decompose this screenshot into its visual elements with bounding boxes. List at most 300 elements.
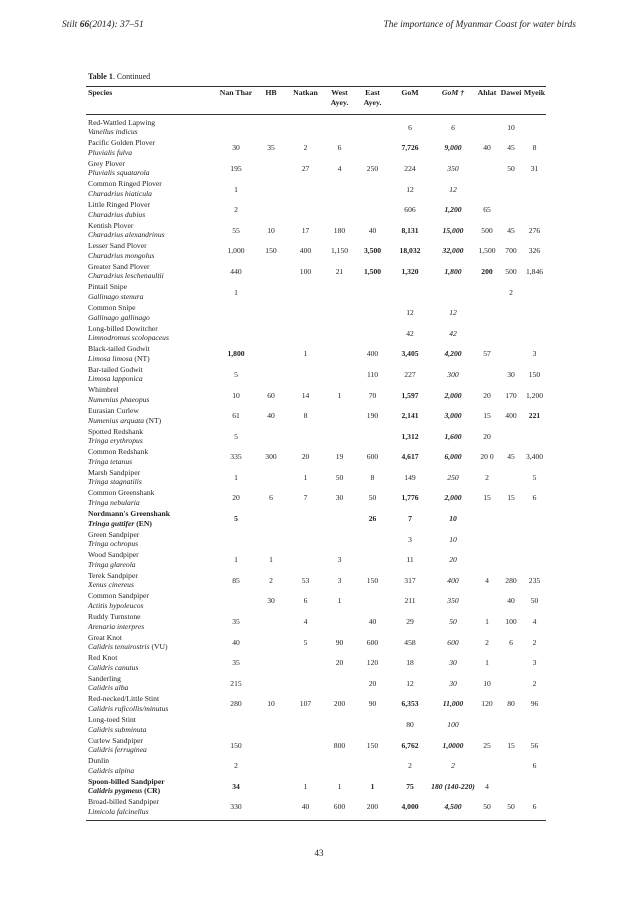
count-cell	[323, 199, 356, 220]
count-cell: 4,200	[444, 349, 462, 359]
count-cell: 6	[408, 122, 412, 132]
count-cell: 1,597	[401, 390, 419, 400]
count-cell: 150	[366, 575, 379, 585]
count-cell: 350	[447, 596, 459, 606]
count-cell	[288, 364, 323, 385]
count-cell	[323, 405, 356, 426]
count-cell: 10	[507, 122, 515, 132]
table-row	[86, 282, 546, 303]
count-cell	[288, 652, 323, 673]
conservation-status: (EN)	[134, 518, 152, 528]
count-cell: 500	[481, 225, 493, 235]
scientific-name	[88, 313, 218, 323]
count-cell: 250	[447, 472, 459, 482]
count-cell: 30	[267, 596, 275, 606]
species-cell	[86, 694, 218, 715]
count-cell	[254, 673, 288, 694]
table-row	[86, 632, 546, 653]
count-cell: 40	[507, 596, 515, 606]
count-cell: 280	[230, 699, 242, 709]
scientific-name-text: Limicola falcinellus	[88, 806, 149, 816]
count-cell: 4	[485, 575, 489, 585]
count-cell: 30	[449, 658, 457, 668]
count-cell: 5	[303, 637, 308, 647]
count-cell: 6	[532, 761, 537, 771]
count-cell	[254, 179, 288, 200]
table-row	[86, 549, 546, 570]
count-cell: 90	[335, 637, 344, 647]
count-cell: 10	[267, 699, 275, 709]
count-cell	[356, 302, 389, 323]
count-cell	[523, 179, 546, 200]
common-name: Red-Wattled Lapwing	[88, 117, 156, 127]
count-cell	[254, 117, 288, 138]
count-cell: 400	[505, 411, 517, 421]
journal-name: Stilt	[62, 20, 78, 30]
count-cell: 2,141	[401, 411, 419, 421]
count-cell: 8	[303, 411, 308, 421]
count-cell: 35	[232, 658, 240, 668]
table-row	[86, 220, 546, 241]
count-cell: 1,800	[227, 349, 245, 359]
species-cell	[86, 735, 218, 756]
count-cell: 300	[265, 452, 277, 462]
column-header: Species	[88, 88, 113, 97]
count-cell: 20	[368, 678, 377, 688]
count-cell	[254, 735, 288, 756]
count-cell	[499, 755, 523, 776]
count-cell	[523, 714, 546, 735]
count-cell	[475, 179, 499, 200]
count-cell: 190	[366, 411, 379, 421]
count-cell: 70	[368, 390, 377, 400]
count-cell: 40	[232, 637, 240, 647]
table-header-rule	[86, 114, 546, 115]
count-cell: 1	[337, 596, 342, 606]
count-cell: 60	[267, 390, 275, 400]
count-cell: 150	[230, 740, 242, 750]
count-cell: 40	[267, 411, 275, 421]
column-header: Nan Thar	[219, 88, 253, 97]
count-cell: 3	[337, 575, 342, 585]
count-cell: 100	[505, 617, 517, 627]
scientific-name	[88, 683, 218, 693]
table-row	[86, 364, 546, 385]
count-cell: 107	[299, 699, 312, 709]
count-cell	[254, 323, 288, 344]
count-cell: 1	[234, 287, 238, 297]
count-cell: 45	[507, 225, 515, 235]
table-row	[86, 714, 546, 735]
count-cell	[475, 714, 499, 735]
count-cell: 1	[337, 390, 342, 400]
common-name: Ruddy Turnstone	[88, 611, 141, 621]
count-cell	[323, 117, 356, 138]
count-cell: 5	[234, 369, 238, 379]
count-cell: 6	[509, 637, 513, 647]
scientific-name	[88, 354, 218, 364]
scientific-name-text: Vanellus indicus	[88, 127, 138, 137]
scientific-name	[88, 477, 218, 487]
common-name: Common Greenshank	[88, 488, 155, 498]
scientific-name	[88, 395, 218, 405]
count-cell: 5	[532, 472, 537, 482]
scientific-name	[88, 251, 218, 261]
count-cell	[356, 755, 389, 776]
count-cell	[288, 714, 323, 735]
count-cell: 3,405	[401, 349, 419, 359]
count-cell	[356, 529, 389, 550]
count-cell: 250	[366, 163, 379, 173]
table-row	[86, 611, 546, 632]
scientific-name-text: Calidris alpina	[88, 765, 135, 775]
count-cell	[288, 323, 323, 344]
count-cell	[288, 735, 323, 756]
count-cell	[356, 714, 389, 735]
count-cell: 330	[230, 802, 242, 812]
species-cell	[86, 220, 218, 241]
scientific-name-text: Calidris canutus	[88, 662, 139, 672]
count-cell: 3	[408, 534, 412, 544]
count-cell: 61	[232, 411, 240, 421]
count-cell: 400	[366, 349, 379, 359]
count-cell: 20	[449, 555, 457, 565]
species-cell	[86, 447, 218, 468]
scientific-name-text: Tringa glareola	[88, 559, 136, 569]
scientific-name-text: Arenaria interpres	[88, 621, 145, 631]
count-cell: 20	[301, 452, 310, 462]
scientific-name-text: Charadrius mongolus	[88, 250, 155, 260]
common-name: Sanderling	[88, 673, 121, 683]
count-cell: 2	[408, 761, 412, 771]
count-cell: 100	[299, 266, 312, 276]
count-cell	[475, 591, 499, 612]
count-cell: 29	[406, 617, 414, 627]
scientific-name-text: Tringa nebularia	[88, 497, 140, 507]
scientific-name-text: Calidris pygmeus	[88, 786, 143, 796]
count-cell	[499, 323, 523, 344]
count-cell	[218, 714, 254, 735]
count-cell	[254, 158, 288, 179]
count-cell	[254, 282, 288, 303]
count-cell: 227	[404, 369, 416, 379]
common-name: Pintail Snipe	[88, 282, 128, 292]
count-cell	[323, 755, 356, 776]
count-cell	[218, 529, 254, 550]
count-cell	[218, 302, 254, 323]
count-cell: 1,312	[401, 431, 419, 441]
common-name: Dunlin	[88, 756, 110, 766]
species-cell	[86, 138, 218, 159]
count-cell	[288, 549, 323, 570]
count-cell: 17	[301, 225, 310, 235]
scientific-name	[88, 704, 218, 714]
species-cell	[86, 549, 218, 570]
count-cell: 55	[232, 225, 240, 235]
count-cell: 30	[232, 143, 240, 153]
scientific-name-text: Gallinago gallinago	[88, 312, 150, 322]
count-cell	[323, 426, 356, 447]
count-cell	[389, 282, 431, 303]
count-cell: 1	[370, 781, 375, 791]
species-cell	[86, 199, 218, 220]
count-cell: 53	[301, 575, 310, 585]
column-header: GoM †	[441, 88, 465, 97]
count-cell: 326	[528, 246, 541, 256]
count-cell: 150	[265, 246, 277, 256]
count-cell	[323, 323, 356, 344]
table-row	[86, 529, 546, 550]
species-cell	[86, 673, 218, 694]
count-cell: 12	[406, 678, 414, 688]
count-cell: 6,353	[401, 699, 419, 709]
scientific-name-text: Calidris subminuta	[88, 724, 147, 734]
common-name: Greater Sand Plover	[88, 261, 150, 271]
count-cell: 235	[528, 575, 541, 585]
count-cell: 2,000	[444, 390, 462, 400]
count-cell: 2	[269, 575, 273, 585]
count-cell: 96	[530, 699, 539, 709]
count-cell	[356, 199, 389, 220]
table-header	[86, 88, 546, 114]
count-cell	[288, 755, 323, 776]
count-cell	[499, 652, 523, 673]
table-row	[86, 117, 546, 138]
common-name: Curlew Sandpiper	[88, 735, 144, 745]
count-cell: 2	[509, 287, 513, 297]
count-cell: 215	[230, 678, 242, 688]
table-row	[86, 467, 546, 488]
table-caption	[88, 72, 150, 81]
scientific-name	[88, 580, 218, 590]
count-cell: 2,000	[444, 493, 462, 503]
count-cell: 1,0000	[442, 740, 464, 750]
count-cell: 149	[404, 472, 416, 482]
count-cell: 30	[507, 369, 515, 379]
count-cell	[254, 344, 288, 365]
count-cell	[323, 673, 356, 694]
count-cell: 1	[234, 555, 238, 565]
count-cell: 1,800	[444, 266, 462, 276]
count-cell	[254, 776, 288, 797]
scientific-name	[88, 374, 218, 384]
count-cell: 500	[505, 266, 517, 276]
count-cell	[356, 426, 389, 447]
count-cell: 700	[505, 246, 517, 256]
count-cell	[254, 714, 288, 735]
count-cell: 7,726	[401, 143, 419, 153]
species-cell	[86, 591, 218, 612]
count-cell: 1,846	[525, 266, 544, 276]
count-cell	[254, 302, 288, 323]
scientific-name	[88, 663, 218, 673]
common-name: Wood Sandpiper	[88, 550, 139, 560]
common-name: Kentish Plover	[88, 220, 134, 230]
common-name: Pacific Golden Plover	[88, 138, 156, 148]
scientific-name-text: Charadrius dubius	[88, 209, 146, 219]
count-cell: 3,500	[363, 246, 382, 256]
count-cell: 85	[232, 575, 240, 585]
count-cell	[288, 529, 323, 550]
count-cell	[356, 323, 389, 344]
count-cell: 40	[301, 802, 310, 812]
common-name: Whimbrel	[88, 385, 119, 395]
conservation-status: (NT)	[144, 415, 162, 425]
table-row	[86, 755, 546, 776]
count-cell	[254, 797, 288, 818]
common-name: Spotted Redshank	[88, 426, 144, 436]
count-cell	[475, 158, 499, 179]
species-count-table	[86, 117, 546, 817]
count-cell: 1,000	[227, 246, 245, 256]
count-cell: 6,000	[444, 452, 462, 462]
table-top-rule	[86, 86, 546, 87]
count-cell: 12	[449, 308, 457, 318]
count-cell	[499, 467, 523, 488]
count-cell	[499, 529, 523, 550]
running-header-title: The importance of Myanmar Coast for water birds	[383, 20, 576, 30]
count-cell	[288, 282, 323, 303]
count-cell	[254, 508, 288, 529]
count-cell: 19	[335, 452, 344, 462]
count-cell	[323, 344, 356, 365]
table-row	[86, 570, 546, 591]
count-cell: 600	[333, 802, 346, 812]
count-cell: 1	[485, 617, 489, 627]
count-cell: 224	[404, 163, 416, 173]
scientific-name	[88, 210, 218, 220]
count-cell: 276	[528, 225, 541, 235]
count-cell: 211	[404, 596, 416, 606]
scientific-name	[88, 766, 218, 776]
count-cell: 150	[528, 369, 541, 379]
scientific-name-text: Numenius phaeopus	[88, 395, 150, 405]
count-cell	[523, 508, 546, 529]
count-cell: 180 (140-220)	[431, 781, 475, 791]
column-header: GoM	[401, 88, 419, 97]
count-cell	[475, 549, 499, 570]
table-row	[86, 447, 546, 468]
table-row	[86, 385, 546, 406]
common-name: Bar-tailed Godwit	[88, 364, 143, 374]
count-cell: 75	[406, 781, 414, 791]
count-cell: 2	[532, 637, 537, 647]
count-cell	[523, 282, 546, 303]
count-cell: 3,000	[444, 411, 462, 421]
count-cell: 12	[406, 184, 414, 194]
count-cell: 40	[368, 617, 377, 627]
journal-year-pages: (2014): 37–51	[89, 20, 144, 30]
count-cell: 3,400	[525, 452, 544, 462]
count-cell: 600	[366, 637, 379, 647]
common-name: Common Snipe	[88, 303, 136, 313]
count-cell: 10	[232, 390, 240, 400]
table-row	[86, 776, 546, 797]
page-number: 43	[314, 848, 324, 858]
table-row	[86, 488, 546, 509]
table-caption-text: . Continued	[112, 72, 151, 81]
count-cell	[499, 714, 523, 735]
count-cell: 15	[483, 411, 491, 421]
count-cell: 27	[301, 163, 310, 173]
count-cell	[254, 755, 288, 776]
count-cell: 2	[303, 143, 308, 153]
scientific-name	[88, 725, 218, 735]
species-cell	[86, 385, 218, 406]
count-cell: 4,000	[401, 802, 419, 812]
count-cell: 1,500	[478, 246, 496, 256]
species-cell	[86, 302, 218, 323]
table-row	[86, 797, 546, 818]
count-cell	[254, 611, 288, 632]
count-cell	[499, 508, 523, 529]
count-cell	[323, 364, 356, 385]
table-row	[86, 694, 546, 715]
count-cell	[254, 261, 288, 282]
count-cell: 10	[449, 534, 457, 544]
scientific-name-text: Charadrius leschenaultii	[88, 271, 164, 281]
count-cell: 12	[406, 308, 414, 318]
count-cell: 4	[532, 617, 537, 627]
count-cell: 1,776	[401, 493, 419, 503]
count-cell: 6,762	[401, 740, 419, 750]
count-cell: 1	[234, 472, 238, 482]
scientific-name	[88, 189, 218, 199]
count-cell: 11,000	[442, 699, 464, 709]
count-cell: 1,500	[363, 266, 382, 276]
count-cell: 110	[366, 369, 379, 379]
table-row	[86, 344, 546, 365]
count-cell: 8	[370, 472, 375, 482]
species-cell	[86, 714, 218, 735]
count-cell: 14	[301, 390, 310, 400]
count-cell	[356, 179, 389, 200]
count-cell: 50	[335, 472, 344, 482]
count-cell: 1,200	[444, 205, 462, 215]
count-cell	[475, 755, 499, 776]
species-cell	[86, 117, 218, 138]
scientific-name-text: Xenus cinereus	[88, 580, 134, 590]
common-name: Common Redshank	[88, 447, 149, 457]
count-cell: 6	[532, 802, 537, 812]
species-cell	[86, 405, 218, 426]
column-header: Natkan	[293, 88, 318, 97]
count-cell: 200	[481, 266, 493, 276]
common-name: Spoon-billed Sandpiper	[88, 776, 165, 786]
count-cell	[254, 467, 288, 488]
count-cell: 32,000	[442, 246, 464, 256]
count-cell	[475, 323, 499, 344]
count-cell: 40	[483, 143, 491, 153]
count-cell: 2	[485, 472, 489, 482]
column-header: Myeik	[523, 88, 546, 97]
count-cell: 20	[483, 431, 491, 441]
count-cell	[523, 117, 546, 138]
count-cell: 800	[333, 740, 346, 750]
count-cell: 11	[406, 555, 414, 565]
scientific-name-text: Tringa stagnatilis	[88, 477, 142, 487]
count-cell: 300	[447, 369, 459, 379]
species-cell	[86, 652, 218, 673]
conservation-status: (VU)	[149, 642, 168, 652]
scientific-name-text: Gallinago stenura	[88, 292, 144, 302]
common-name: Little Ringed Plover	[88, 200, 151, 210]
count-cell	[254, 632, 288, 653]
table-row	[86, 138, 546, 159]
count-cell: 120	[366, 658, 379, 668]
count-cell: 15	[507, 740, 515, 750]
count-cell: 31	[530, 163, 539, 173]
